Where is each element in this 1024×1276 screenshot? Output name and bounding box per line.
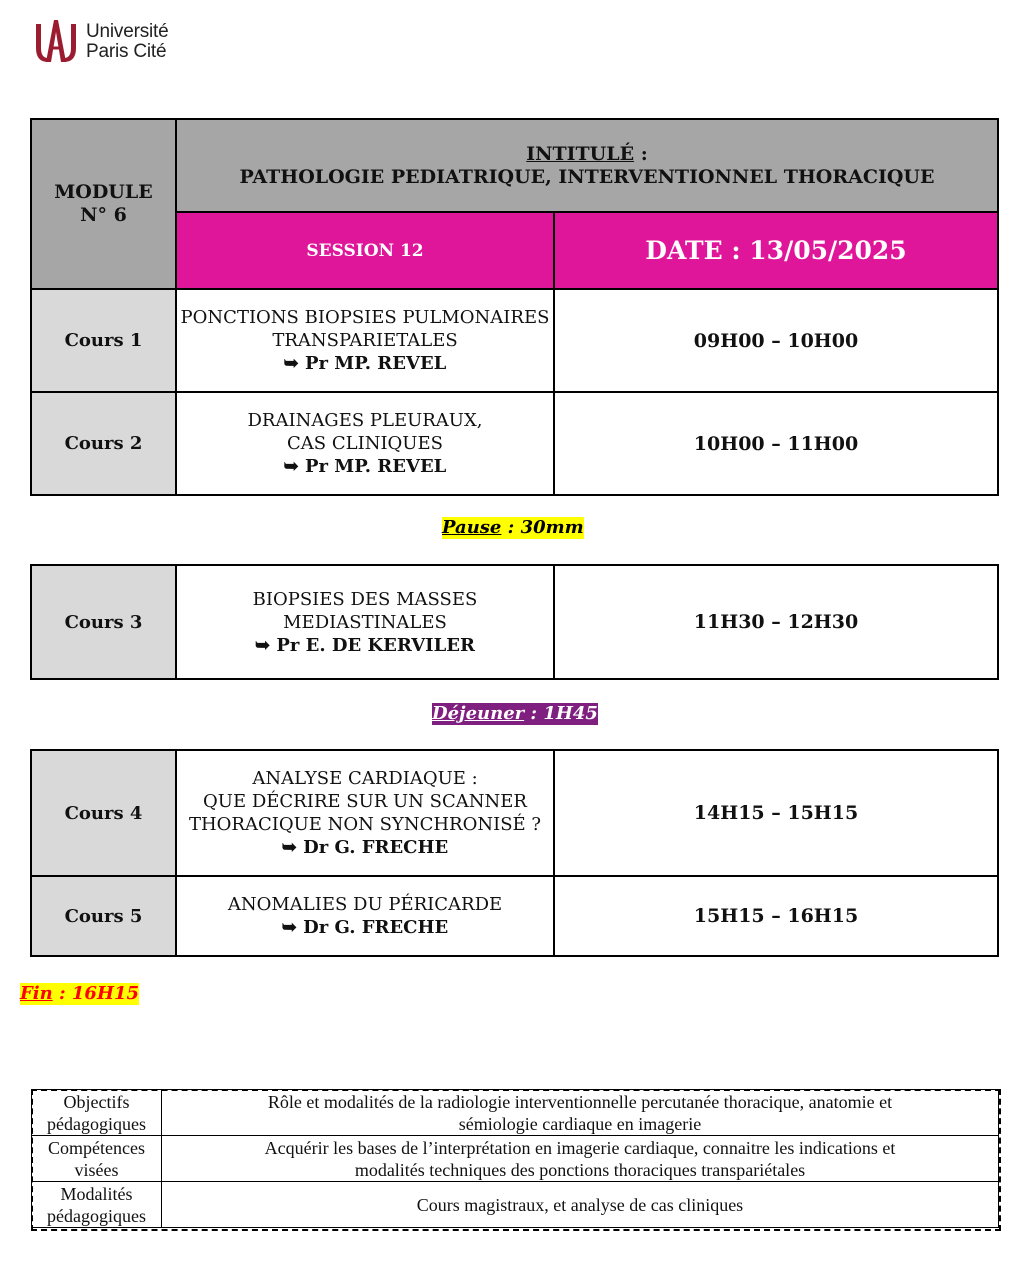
course-speaker: ➥ Dr G. FRECHE: [281, 837, 449, 858]
info-value: Cours magistraux, et analyse de cas cliniques: [162, 1182, 999, 1228]
course-speaker: ➥ Pr MP. REVEL: [283, 353, 447, 374]
course-time: 15H15 – 16H15: [554, 876, 998, 956]
info-table: [31, 1089, 999, 1228]
intitule-colon: :: [634, 142, 648, 165]
course-speaker: ➥ Pr MP. REVEL: [283, 456, 447, 477]
dejeuner-label: Déjeuner: [432, 703, 525, 724]
course-label: Cours 2: [31, 392, 176, 495]
course-title-line: DRAINAGES PLEURAUX,: [247, 410, 483, 431]
module-line2: N° 6: [80, 204, 127, 226]
course-title: [176, 750, 554, 876]
fin-value: : 16H15: [52, 983, 140, 1004]
course-title: [176, 876, 554, 956]
module-cell: [31, 119, 176, 289]
info-value: [162, 1090, 999, 1136]
course-speaker: ➥ Dr G. FRECHE: [281, 917, 449, 938]
course-label: Cours 4: [31, 750, 176, 876]
course-title: [176, 565, 554, 679]
schedule-table-afternoon: [30, 749, 999, 957]
info-key-line: visées: [74, 1159, 119, 1180]
course-title-line: QUE DÉCRIRE SUR UN SCANNER: [203, 791, 527, 812]
fin-label: Fin: [20, 983, 53, 1004]
pause-label: Pause: [442, 517, 502, 538]
university-emblem-icon: [32, 18, 80, 66]
module-line1: MODULE: [54, 181, 153, 203]
info-value: [162, 1136, 999, 1182]
course-title-line: MEDIASTINALES: [283, 611, 447, 633]
intitule-cell: [176, 119, 998, 212]
course-title-line: CAS CLINIQUES: [287, 433, 443, 454]
info-key: [32, 1182, 162, 1228]
dejeuner-note: [432, 703, 598, 725]
pause-note: [442, 517, 584, 539]
university-name: [86, 22, 168, 62]
info-key: [32, 1136, 162, 1182]
fin-note: [20, 983, 139, 1005]
date-cell: DATE : 13/05/2025: [554, 212, 998, 289]
schedule-table-morning: [30, 118, 999, 496]
info-value-line: Acquérir les bases de l’interprétation en imagerie cardiaque, connaitre les indications et: [264, 1137, 896, 1158]
intitule-value: PATHOLOGIE PEDIATRIQUE, INTERVENTIONNEL THORACIQUE: [239, 165, 935, 188]
info-value-line: sémiologie cardiaque en imagerie: [458, 1113, 702, 1134]
university-logo: [32, 18, 168, 66]
university-name-line1: Université: [86, 21, 169, 42]
course-label: Cours 5: [31, 876, 176, 956]
info-key-line: pédagogiques: [47, 1113, 146, 1134]
info-key-line: pédagogiques: [47, 1205, 146, 1226]
course-time: 09H00 – 10H00: [554, 289, 998, 392]
course-label: Cours 3: [31, 565, 176, 679]
course-title: [176, 392, 554, 495]
schedule-table-late-morning: [30, 564, 999, 680]
info-key-line: Compétences: [48, 1137, 145, 1158]
course-title-line: THORACIQUE NON SYNCHRONISÉ ?: [188, 814, 542, 835]
course-title-line: ANALYSE CARDIAQUE :: [252, 768, 478, 789]
course-title-line: TRANSPARIETALES: [272, 330, 458, 351]
course-label: Cours 1: [31, 289, 176, 392]
session-cell: SESSION 12: [176, 212, 554, 289]
course-title-line: BIOPSIES DES MASSES: [252, 588, 478, 610]
course-title-line: PONCTIONS BIOPSIES PULMONAIRES: [180, 307, 550, 328]
course-time: 14H15 – 15H15: [554, 750, 998, 876]
pause-value: : 30mm: [501, 517, 584, 538]
course-time: 11H30 – 12H30: [554, 565, 998, 679]
info-value-line: Rôle et modalités de la radiologie interventionnelle percutanée thoracique, anatomie et: [267, 1091, 893, 1112]
info-key-line: Modalités: [60, 1183, 133, 1204]
course-speaker: ➥ Pr E. DE KERVILER: [255, 634, 475, 656]
university-name-line2: Paris Cité: [86, 41, 167, 62]
course-title-line: ANOMALIES DU PÉRICARDE: [227, 894, 503, 915]
info-key-line: Objectifs: [63, 1091, 130, 1112]
course-time: 10H00 – 11H00: [554, 392, 998, 495]
course-title: [176, 289, 554, 392]
info-key: [32, 1090, 162, 1136]
dejeuner-value: : 1H45: [524, 703, 598, 724]
intitule-label: INTITULÉ: [526, 142, 635, 165]
info-value-line: modalités techniques des ponctions thoraciques transpariétales: [354, 1159, 806, 1180]
